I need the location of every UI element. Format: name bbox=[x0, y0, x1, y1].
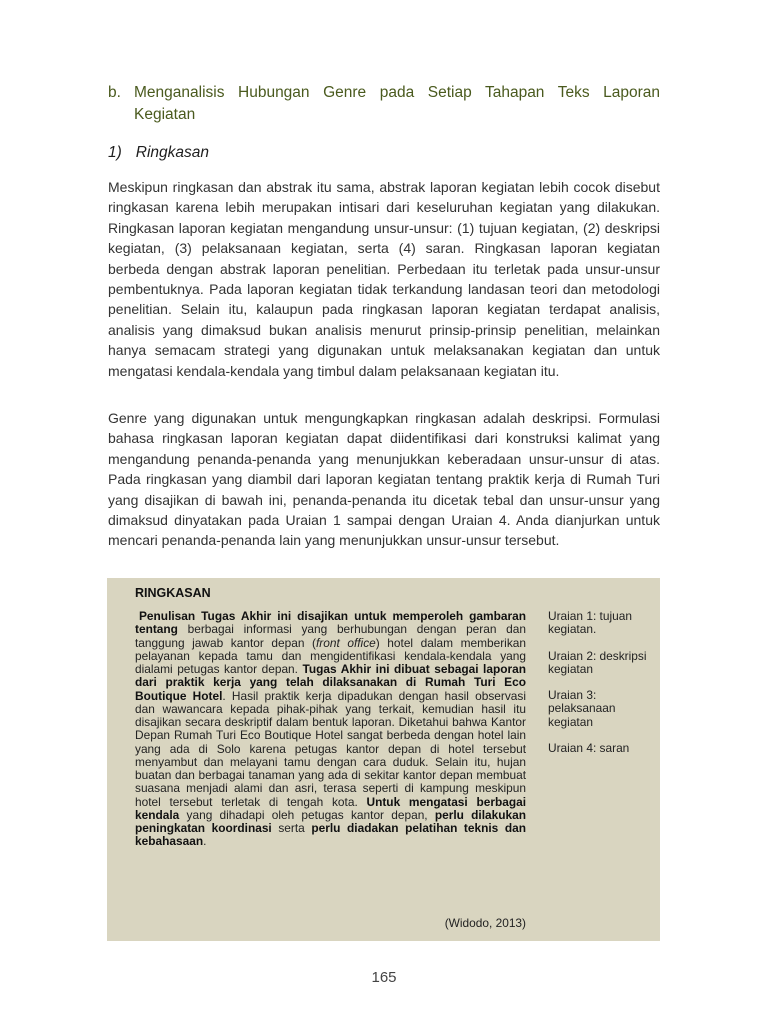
section-heading-number: b. bbox=[108, 84, 121, 101]
subsection-number: 1) bbox=[108, 144, 122, 161]
section-heading bbox=[108, 82, 660, 126]
side-note-3: Uraian 3: pelaksanaan kegiatan bbox=[548, 688, 616, 729]
side-note-1: Uraian 1: tujuan kegiatan. bbox=[548, 609, 632, 637]
summary-text-segment: serta bbox=[271, 821, 312, 835]
subsection-heading bbox=[108, 144, 209, 162]
summary-marker-text: Penulisan Tugas Akhir ini disajikan untuk memperoleh gambaran tentang bbox=[135, 609, 526, 637]
section-heading-text: Menganalisis Hubungan Genre pada Setiap Tahapan Teks Laporan Kegiatan bbox=[134, 84, 660, 123]
summary-marker-text: Untuk mengatasi berbagai kendala bbox=[135, 794, 527, 822]
summary-text-segment: . bbox=[203, 834, 207, 849]
summary-box bbox=[107, 578, 660, 941]
summary-text-segment: front office bbox=[315, 635, 376, 650]
summary-text-segment: berbagai informasi yang berhubungan dengan peran dan tanggung jawab kantor depan ( bbox=[135, 622, 526, 650]
summary-marker-text: perlu dilakukan peningkatan koordinasi bbox=[135, 807, 526, 835]
side-note-4: Uraian 4: saran bbox=[548, 740, 630, 755]
summary-marker-text: perlu diadakan pelatihan teknis dan kebahasaan bbox=[135, 821, 527, 849]
page-number: 165 bbox=[371, 969, 397, 986]
summary-text-segment: ) hotel dalam memberikan pelayanan kepada tamu dan mengidentifikasi kendala-kendala yang dialami petugas kantor depan. bbox=[135, 635, 526, 676]
body-paragraph: Meskipun ringkasan dan abstrak itu sama, abstrak laporan kegiatan lebih cocok disebut ringkasan karena lebih merupakan intisari dari keseluruhan kegiatan yang dilakukan. Ringkasan laporan kegiatan mengandung unsur-unsur: (1) tujuan kegiatan, (2) deskripsi kegiatan, (3) pelaksanaan kegiatan, serta (4) saran. Ringkasan laporan kegiatan berbeda dengan abstrak laporan penelitian. Perbedaan itu terletak pada unsur-unsur pembentuknya. Pada laporan kegiatan tidak terkandung landasan teori dan metodologi penelitian. Selain itu, kalaupun pada ringkasan laporan kegiatan terdapat analisis, analisis yang dimaksud bukan analisis menurut prinsip-prinsip penelitian, melainkan hanya semacam strategi yang digunakan untuk melaksanakan kegiatan dan untuk mengatasi kendala-kendala yang timbul dalam pelaksanaan kegiatan itu. bbox=[108, 179, 660, 379]
body-paragraph: Genre yang digunakan untuk mengungkapkan ringkasan adalah deskripsi. Formulasi bahasa ringkasan laporan kegiatan dapat diidentifikasi dari konstruksi kalimat yang mengandung penanda-penanda yang menunjukkan keberadaan unsur-unsur di atas. Pada ringkasan yang diambil dari laporan kegiatan tentang praktik kerja di Rumah Turi yang disajikan di bawah ini, penanda-penanda itu dicetak tebal dan unsur-unsur yang dimaksud dinyatakan pada Uraian 1 sampai dengan Uraian 4. Anda dianjurkan untuk mencari penanda-penanda lain yang menunjukkan unsur-unsur tersebut. bbox=[108, 410, 660, 549]
summary-box-text bbox=[135, 610, 526, 849]
summary-text-segment: yang dihadapi oleh petugas kantor depan, bbox=[179, 807, 435, 822]
summary-side-notes bbox=[548, 610, 653, 768]
subsection-title: Ringkasan bbox=[135, 144, 210, 161]
summary-box-title: RINGKASAN bbox=[135, 586, 211, 600]
summary-text-segment: . Hasil praktik kerja dipadukan dengan hasil observasi dan wawancara kepada pihak-pihak yang terkait, kemudian hasil itu disajikan secara deskriptif dalam bentuk laporan. Diketahui bahwa Kantor Depan Rumah Turi Eco Boutique Hotel sangat berbeda dengan hotel lain yang ada di Solo karena petugas kantor depan di hotel tersebut menyambut dan melayani tamu dengan cara duduk. Selain itu, hujan buatan dan berbagai tanaman yang ada di sekitar kantor depan membuat suasana menjadi alami dan asri, terasa seperti di kampung meskipun hotel tersebut terletak di tengah kota. bbox=[135, 688, 527, 809]
side-note-2: Uraian 2: deskripsi kegiatan bbox=[548, 648, 647, 676]
summary-marker-text: Tugas Akhir ini dibuat sebagai laporan dari praktik kerja yang telah dilaksanakan di Rumah Turi Eco Boutique Hotel bbox=[135, 662, 526, 703]
citation: (Widodo, 2013) bbox=[444, 916, 526, 930]
